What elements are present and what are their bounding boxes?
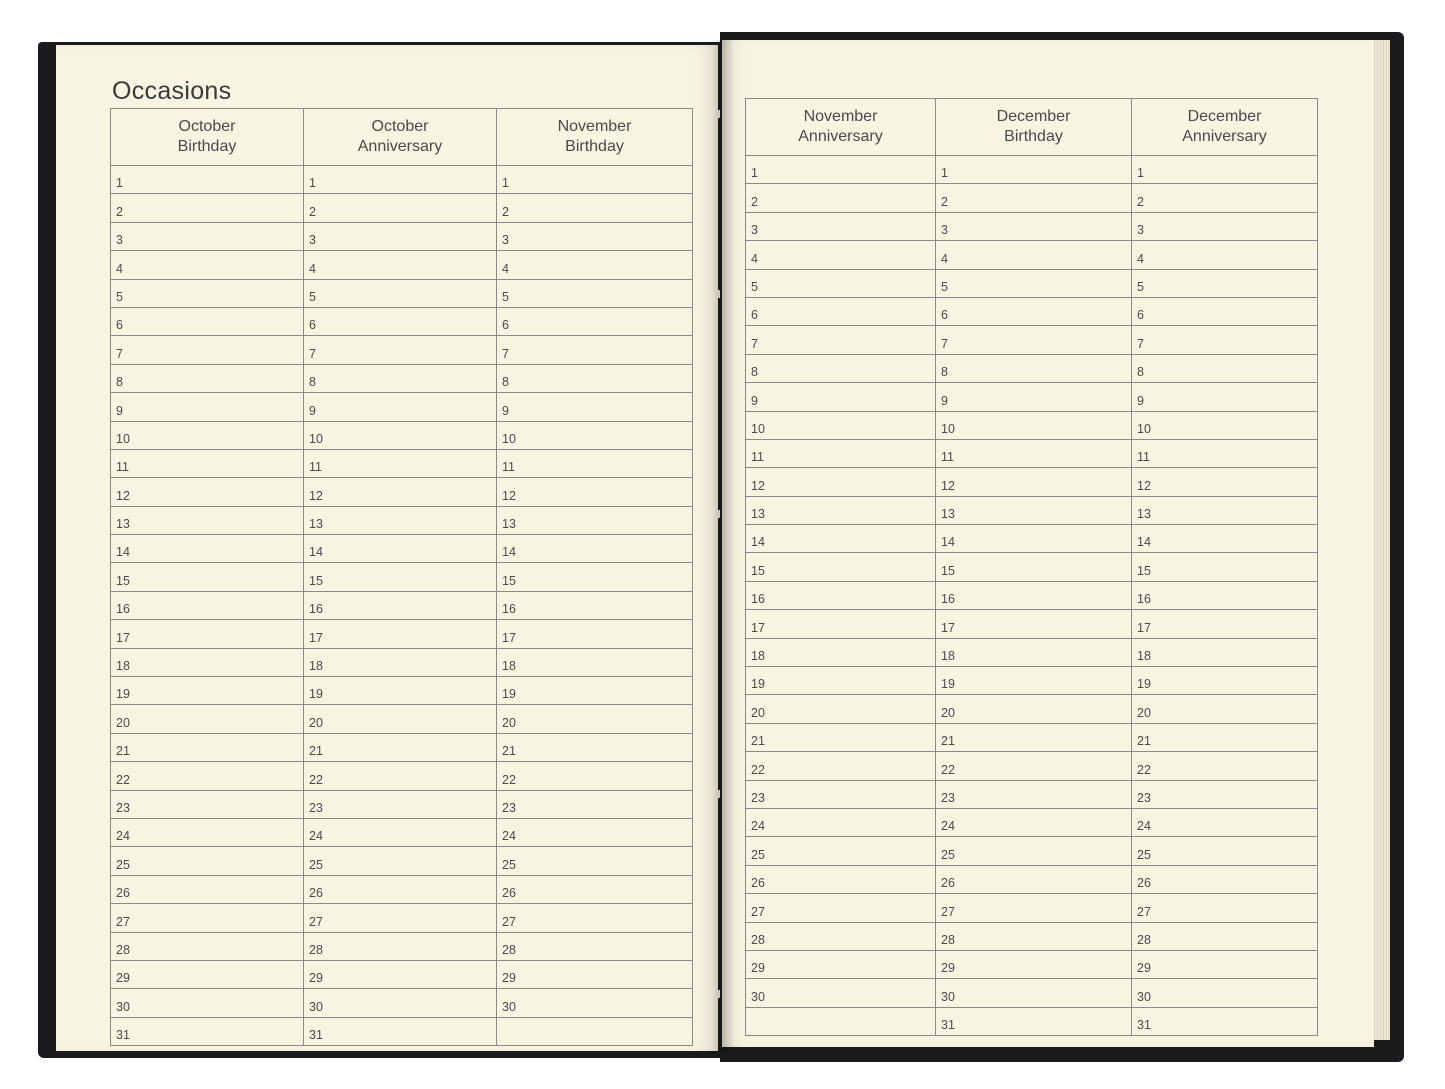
- day-cell: 16: [746, 581, 936, 609]
- table-row: [111, 818, 693, 846]
- table-row: [746, 979, 1318, 1007]
- table-row: [746, 468, 1318, 496]
- day-cell: 26: [304, 875, 497, 903]
- day-cell: 28: [1132, 922, 1318, 950]
- day-cell: 18: [111, 648, 304, 676]
- table-row: [746, 496, 1318, 524]
- day-cell: 21: [304, 733, 497, 761]
- day-cell: 18: [1132, 638, 1318, 666]
- day-cell: 6: [304, 307, 497, 335]
- table-row: [746, 865, 1318, 893]
- day-cell: 21: [497, 733, 693, 761]
- table-row: [746, 581, 1318, 609]
- day-cell: 13: [936, 496, 1132, 524]
- day-cell: 6: [1132, 297, 1318, 325]
- day-cell: 3: [936, 212, 1132, 240]
- table-row: [111, 307, 693, 335]
- day-cell: 22: [936, 752, 1132, 780]
- day-cell: 14: [936, 525, 1132, 553]
- day-cell: 10: [936, 411, 1132, 439]
- day-cell: 8: [497, 364, 693, 392]
- table-row: [111, 279, 693, 307]
- day-cell: 30: [111, 989, 304, 1017]
- table-row: [746, 354, 1318, 382]
- table-row: [111, 733, 693, 761]
- day-cell: 21: [111, 733, 304, 761]
- day-cell: 25: [746, 837, 936, 865]
- table-row: [111, 989, 693, 1017]
- day-cell: 15: [111, 563, 304, 591]
- table-header-row: [111, 109, 693, 166]
- table-row: [746, 241, 1318, 269]
- day-cell: 12: [746, 468, 936, 496]
- table-row: [746, 638, 1318, 666]
- day-cell: 26: [111, 875, 304, 903]
- table-row: [746, 667, 1318, 695]
- day-cell: 7: [111, 336, 304, 364]
- column-header-november-birthday: November Birthday: [497, 109, 693, 166]
- day-cell: 16: [304, 591, 497, 619]
- day-cell: 20: [304, 705, 497, 733]
- table-row: [111, 932, 693, 960]
- table-row: [746, 780, 1318, 808]
- day-cell: 10: [746, 411, 936, 439]
- day-cell: 24: [1132, 808, 1318, 836]
- day-cell: 1: [304, 166, 497, 194]
- day-cell: 9: [746, 383, 936, 411]
- day-cell: 29: [304, 960, 497, 988]
- day-cell: 1: [746, 156, 936, 184]
- day-cell: 4: [1132, 241, 1318, 269]
- day-cell: 14: [1132, 525, 1318, 553]
- day-cell: 15: [497, 563, 693, 591]
- day-cell: 20: [746, 695, 936, 723]
- day-cell: 10: [1132, 411, 1318, 439]
- day-cell: 5: [497, 279, 693, 307]
- column-header-november-anniversary: November Anniversary: [746, 99, 936, 156]
- column-header-october-anniversary: October Anniversary: [304, 109, 497, 166]
- day-cell: 11: [1132, 439, 1318, 467]
- table-row: [746, 269, 1318, 297]
- day-cell: 25: [1132, 837, 1318, 865]
- day-cell: 27: [936, 894, 1132, 922]
- day-cell: 3: [304, 222, 497, 250]
- table-row: [746, 894, 1318, 922]
- day-cell: 14: [111, 535, 304, 563]
- day-cell: 25: [304, 847, 497, 875]
- column-header-december-birthday: December Birthday: [936, 99, 1132, 156]
- day-cell: 7: [1132, 326, 1318, 354]
- day-cell: 18: [936, 638, 1132, 666]
- table-row: [111, 904, 693, 932]
- table-row: [111, 194, 693, 222]
- day-cell: 21: [746, 723, 936, 751]
- day-cell: 23: [304, 790, 497, 818]
- day-cell: [746, 1007, 936, 1035]
- day-cell: 10: [111, 421, 304, 449]
- day-cell: 7: [497, 336, 693, 364]
- table-row: [111, 875, 693, 903]
- table-row: [746, 610, 1318, 638]
- day-cell: 9: [304, 393, 497, 421]
- day-cell: 4: [304, 251, 497, 279]
- day-cell: 15: [1132, 553, 1318, 581]
- table-row: [746, 695, 1318, 723]
- day-cell: 31: [111, 1017, 304, 1045]
- table-row: [111, 591, 693, 619]
- day-cell: 16: [936, 581, 1132, 609]
- day-cell: 11: [304, 449, 497, 477]
- table-row: [746, 383, 1318, 411]
- day-cell: 1: [1132, 156, 1318, 184]
- occasions-table-left: [110, 108, 693, 1046]
- day-cell: 23: [936, 780, 1132, 808]
- day-cell: [497, 1017, 693, 1045]
- day-cell: 1: [111, 166, 304, 194]
- day-cell: 27: [1132, 894, 1318, 922]
- day-cell: 19: [111, 677, 304, 705]
- binding-stitch: [717, 110, 720, 118]
- day-cell: 12: [936, 468, 1132, 496]
- day-cell: 2: [304, 194, 497, 222]
- day-cell: 28: [746, 922, 936, 950]
- table-row: [111, 790, 693, 818]
- table-row: [111, 364, 693, 392]
- page-title: Occasions: [112, 77, 232, 105]
- table-row: [746, 1007, 1318, 1035]
- day-cell: 5: [936, 269, 1132, 297]
- table-row: [111, 506, 693, 534]
- table-row: [746, 808, 1318, 836]
- day-cell: 24: [304, 818, 497, 846]
- day-cell: 2: [111, 194, 304, 222]
- table-row: [111, 222, 693, 250]
- day-cell: 9: [936, 383, 1132, 411]
- table-row: [111, 620, 693, 648]
- day-cell: 31: [1132, 1007, 1318, 1035]
- table-row: [111, 251, 693, 279]
- day-cell: 8: [111, 364, 304, 392]
- day-cell: 22: [111, 762, 304, 790]
- day-cell: 27: [111, 904, 304, 932]
- table-row: [111, 449, 693, 477]
- day-cell: 24: [746, 808, 936, 836]
- day-cell: 26: [936, 865, 1132, 893]
- day-cell: 15: [304, 563, 497, 591]
- day-cell: 13: [304, 506, 497, 534]
- day-cell: 23: [746, 780, 936, 808]
- day-cell: 20: [111, 705, 304, 733]
- table-row: [746, 525, 1318, 553]
- table-row: [111, 762, 693, 790]
- day-cell: 23: [1132, 780, 1318, 808]
- day-cell: 6: [746, 297, 936, 325]
- day-cell: 9: [1132, 383, 1318, 411]
- day-cell: 18: [304, 648, 497, 676]
- day-cell: 30: [1132, 979, 1318, 1007]
- day-cell: 31: [304, 1017, 497, 1045]
- day-cell: 5: [746, 269, 936, 297]
- day-cell: 27: [746, 894, 936, 922]
- day-cell: 2: [746, 184, 936, 212]
- day-cell: 17: [746, 610, 936, 638]
- table-row: [746, 837, 1318, 865]
- day-cell: 25: [497, 847, 693, 875]
- day-cell: 28: [304, 932, 497, 960]
- table-row: [746, 439, 1318, 467]
- day-cell: 19: [497, 677, 693, 705]
- day-cell: 17: [1132, 610, 1318, 638]
- day-cell: 7: [936, 326, 1132, 354]
- binding-stitch: [717, 290, 720, 298]
- day-cell: 7: [746, 326, 936, 354]
- day-cell: 4: [497, 251, 693, 279]
- binding-stitch: [717, 790, 720, 798]
- day-cell: 29: [497, 960, 693, 988]
- day-cell: 13: [111, 506, 304, 534]
- table-row: [111, 705, 693, 733]
- day-cell: 29: [111, 960, 304, 988]
- day-cell: 2: [936, 184, 1132, 212]
- table-row: [746, 950, 1318, 978]
- day-cell: 22: [304, 762, 497, 790]
- day-cell: 30: [936, 979, 1132, 1007]
- day-cell: 20: [497, 705, 693, 733]
- column-header-december-anniversary: December Anniversary: [1132, 99, 1318, 156]
- day-cell: 2: [1132, 184, 1318, 212]
- day-cell: 4: [936, 241, 1132, 269]
- table-row: [111, 166, 693, 194]
- day-cell: 20: [1132, 695, 1318, 723]
- day-cell: 26: [497, 875, 693, 903]
- binding-stitch: [717, 990, 720, 998]
- day-cell: 9: [497, 393, 693, 421]
- day-cell: 17: [497, 620, 693, 648]
- day-cell: 12: [1132, 468, 1318, 496]
- table-row: [746, 922, 1318, 950]
- table-row: [746, 212, 1318, 240]
- table-row: [746, 156, 1318, 184]
- day-cell: 29: [746, 950, 936, 978]
- day-cell: 19: [936, 667, 1132, 695]
- day-cell: 7: [304, 336, 497, 364]
- day-cell: 8: [746, 354, 936, 382]
- table-row: [746, 752, 1318, 780]
- column-header-october-birthday: October Birthday: [111, 109, 304, 166]
- day-cell: 20: [936, 695, 1132, 723]
- binding-stitch: [717, 510, 720, 518]
- day-cell: 5: [304, 279, 497, 307]
- day-cell: 9: [111, 393, 304, 421]
- day-cell: 14: [746, 525, 936, 553]
- day-cell: 26: [746, 865, 936, 893]
- day-cell: 30: [304, 989, 497, 1017]
- table-row: [746, 411, 1318, 439]
- day-cell: 29: [1132, 950, 1318, 978]
- day-cell: 25: [111, 847, 304, 875]
- day-cell: 17: [936, 610, 1132, 638]
- day-cell: 21: [936, 723, 1132, 751]
- day-cell: 12: [304, 478, 497, 506]
- day-cell: 22: [1132, 752, 1318, 780]
- table-row: [111, 421, 693, 449]
- day-cell: 1: [936, 156, 1132, 184]
- spine-shadow: [712, 40, 734, 1055]
- table-row: [111, 847, 693, 875]
- table-row: [746, 184, 1318, 212]
- day-cell: 10: [497, 421, 693, 449]
- day-cell: 26: [1132, 865, 1318, 893]
- day-cell: 21: [1132, 723, 1318, 751]
- table-row: [111, 677, 693, 705]
- day-cell: 10: [304, 421, 497, 449]
- day-cell: 12: [497, 478, 693, 506]
- occasions-table-right: [745, 98, 1318, 1036]
- day-cell: 28: [111, 932, 304, 960]
- day-cell: 4: [746, 241, 936, 269]
- day-cell: 16: [497, 591, 693, 619]
- day-cell: 11: [111, 449, 304, 477]
- day-cell: 6: [936, 297, 1132, 325]
- day-cell: 14: [304, 535, 497, 563]
- day-cell: 22: [497, 762, 693, 790]
- day-cell: 30: [746, 979, 936, 1007]
- day-cell: 16: [1132, 581, 1318, 609]
- table-header-row: [746, 99, 1318, 156]
- day-cell: 2: [497, 194, 693, 222]
- day-cell: 5: [111, 279, 304, 307]
- day-cell: 13: [746, 496, 936, 524]
- day-cell: 6: [497, 307, 693, 335]
- table-row: [111, 478, 693, 506]
- day-cell: 14: [497, 535, 693, 563]
- day-cell: 1: [497, 166, 693, 194]
- day-cell: 3: [746, 212, 936, 240]
- day-cell: 8: [304, 364, 497, 392]
- day-cell: 3: [1132, 212, 1318, 240]
- table-row: [111, 648, 693, 676]
- day-cell: 15: [746, 553, 936, 581]
- day-cell: 23: [111, 790, 304, 818]
- day-cell: 18: [497, 648, 693, 676]
- table-row: [111, 1017, 693, 1045]
- day-cell: 24: [111, 818, 304, 846]
- day-cell: 17: [111, 620, 304, 648]
- day-cell: 25: [936, 837, 1132, 865]
- day-cell: 3: [111, 222, 304, 250]
- table-row: [111, 960, 693, 988]
- day-cell: 29: [936, 950, 1132, 978]
- day-cell: 17: [304, 620, 497, 648]
- table-row: [746, 723, 1318, 751]
- day-cell: 18: [746, 638, 936, 666]
- day-cell: 27: [497, 904, 693, 932]
- day-cell: 27: [304, 904, 497, 932]
- day-cell: 5: [1132, 269, 1318, 297]
- day-cell: 30: [497, 989, 693, 1017]
- day-cell: 16: [111, 591, 304, 619]
- day-cell: 11: [497, 449, 693, 477]
- day-cell: 24: [497, 818, 693, 846]
- day-cell: 8: [936, 354, 1132, 382]
- day-cell: 8: [1132, 354, 1318, 382]
- day-cell: 19: [304, 677, 497, 705]
- day-cell: 19: [1132, 667, 1318, 695]
- day-cell: 23: [497, 790, 693, 818]
- day-cell: 6: [111, 307, 304, 335]
- day-cell: 13: [1132, 496, 1318, 524]
- table-row: [746, 553, 1318, 581]
- day-cell: 3: [497, 222, 693, 250]
- table-row: [746, 297, 1318, 325]
- day-cell: 11: [936, 439, 1132, 467]
- day-cell: 28: [497, 932, 693, 960]
- table-row: [111, 393, 693, 421]
- table-row: [111, 336, 693, 364]
- day-cell: 28: [936, 922, 1132, 950]
- day-cell: 11: [746, 439, 936, 467]
- day-cell: 19: [746, 667, 936, 695]
- day-cell: 13: [497, 506, 693, 534]
- day-cell: 24: [936, 808, 1132, 836]
- day-cell: 12: [111, 478, 304, 506]
- day-cell: 31: [936, 1007, 1132, 1035]
- day-cell: 22: [746, 752, 936, 780]
- table-row: [111, 535, 693, 563]
- day-cell: 15: [936, 553, 1132, 581]
- day-cell: 4: [111, 251, 304, 279]
- table-row: [111, 563, 693, 591]
- table-row: [746, 326, 1318, 354]
